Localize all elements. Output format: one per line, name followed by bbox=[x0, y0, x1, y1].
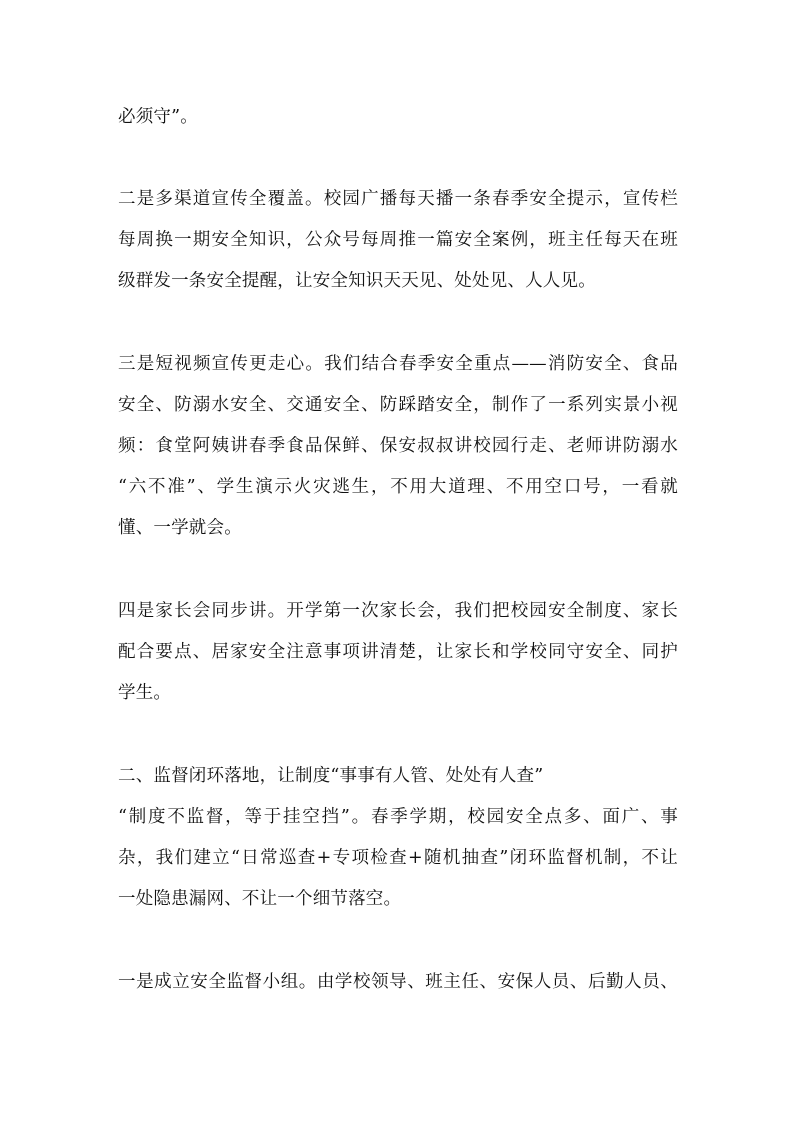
text-line: 学生。 bbox=[118, 683, 172, 703]
text-line: 一处隐患漏网、不让一个细节落空。 bbox=[118, 889, 402, 909]
text-line: 一是成立安全监督小组。由学校领导、班主任、安保人员、后勤人员、 bbox=[118, 972, 678, 992]
section-heading: 二、监督闭环落地，让制度“事事有人管、处处有人查” bbox=[118, 766, 544, 786]
text-line: 四是家长会同步讲。开学第一次家长会，我们把校园安全制度、家长 bbox=[118, 601, 678, 621]
text-line: 级群发一条安全提醒，让安全知识天天见、处处见、人人见。 bbox=[118, 271, 596, 291]
text-line: 频：食堂阿姨讲春季食品保鲜、保安叔叔讲校园行走、老师讲防溺水 bbox=[118, 436, 678, 456]
text-line: 二是多渠道宣传全覆盖。校园广播每天播一条春季安全提示，宣传栏 bbox=[118, 189, 678, 209]
text-line: 三是短视频宣传更走心。我们结合春季安全重点——消防安全、食品 bbox=[118, 354, 678, 374]
text-line: “制度不监督，等于挂空挡”。春季学期，校园安全点多、面广、事 bbox=[118, 807, 678, 827]
text-line: 懂、一学就会。 bbox=[118, 518, 242, 538]
text-line: “六不准”、学生演示火灾逃生，不用大道理、不用空口号，一看就 bbox=[118, 477, 678, 497]
text-line: 配合要点、居家安全注意事项讲清楚，让家长和学校同守安全、同护 bbox=[118, 642, 678, 662]
text-line: 安全、防溺水安全、交通安全、防踩踏安全，制作了一系列实景小视 bbox=[118, 395, 678, 415]
text-line: 杂，我们建立“日常巡查+专项检查+随机抽查”闭环监督机制，不让 bbox=[118, 848, 678, 868]
text-line: 每周换一期安全知识，公众号每周推一篇安全案例，班主任每天在班 bbox=[118, 230, 678, 250]
text-line: 必须守”。 bbox=[118, 107, 198, 127]
